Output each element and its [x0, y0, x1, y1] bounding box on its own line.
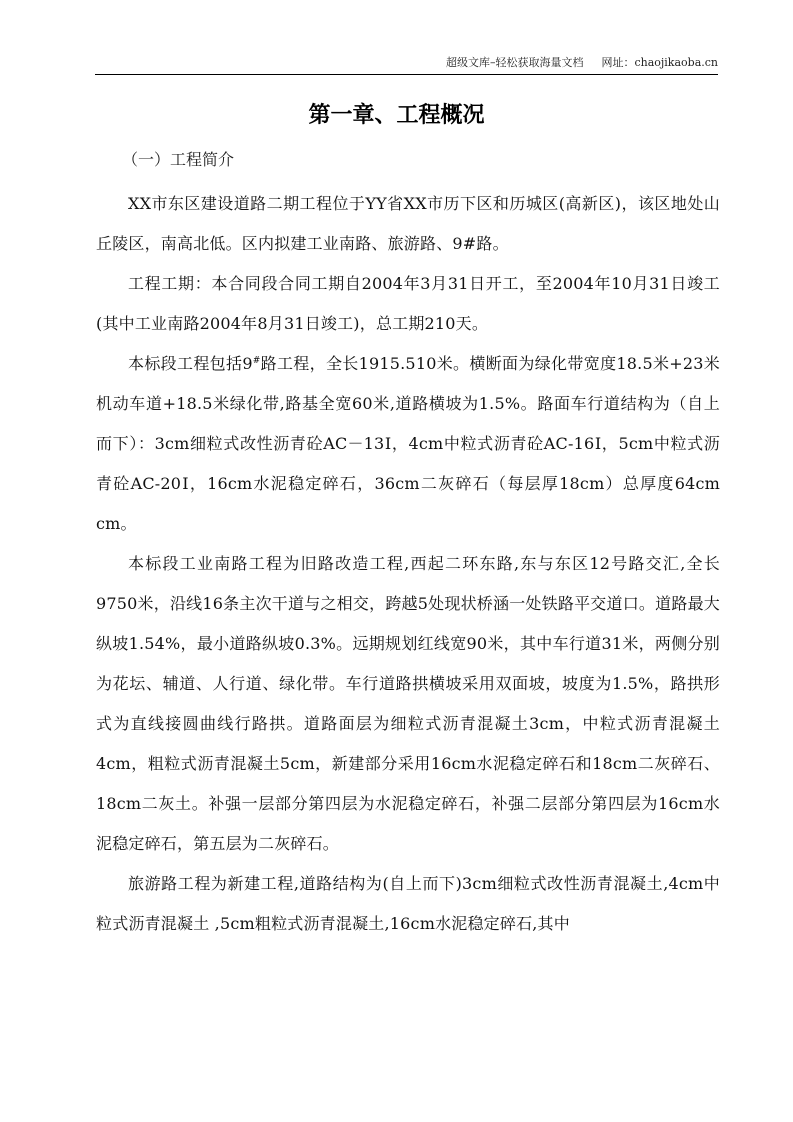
road-9-superscript: #: [252, 356, 261, 366]
paragraph-tourism-road: 旅游路工程为新建工程,道路结构为(自上而下)3cm细粒式改性沥青混凝土,4cm中粒式沥青混凝土 ,5cm粗粒式沥青混凝土,16cm水泥稳定碎石,其中: [96, 874, 720, 933]
section-heading: （一）工程简介: [122, 150, 235, 169]
header-url-label: 网址：: [601, 56, 635, 69]
chapter-title: 第一章、工程概况: [308, 103, 485, 128]
road-9-text-part1: 本标段工程包括9: [128, 354, 253, 373]
header-url: chaojikaoba.cn: [634, 56, 718, 69]
document-body: [96, 184, 720, 944]
road-9-text-part2: 路工程，全长1915.510米。横断面为绿化带宽度18.5米+23米机动车道+18.5米绿化带,路基全宽60米,道路横坡为1.5%。路面车行道结构为（自上而下）：3cm细粒式改性沥青砼AC－13Ⅰ，4cm中粒式沥青砼AC-16Ⅰ，5cm中粒式沥青砼AC-20Ⅰ，16cm水泥稳定碎石，36cm二灰碎石（每层厚18cm）总厚度64cm cm。: [96, 354, 720, 533]
paragraph-road-9: [96, 344, 720, 544]
paragraph-project-schedule: 工程工期：本合同段合同工期自2004年3月31日开工，至2004年10月31日竣工(其中工业南路2004年8月31日竣工)，总工期210天。: [96, 274, 720, 333]
page-header: [95, 54, 718, 75]
paragraph-project-location: XX市东区建设道路二期工程位于YY省XX市历下区和历城区(高新区)，该区地处山丘陵区，南高北低。区内拟建工业南路、旅游路、9#路。: [96, 194, 720, 253]
paragraph-gongye-south-road: 本标段工业南路工程为旧路改造工程,西起二环东路,东与东区12号路交汇,全长9750米，沿线16条主次干道与之相交，跨越5处现状桥涵一处铁路平交道口。道路最大纵坡1.54%，最小道路纵坡0.3%。远期规划红线宽90米，其中车行道31米，两侧分别为花坛、辅道、人行道、绿化带。车行道路拱横坡采用双面坡，坡度为1.5%，路拱形式为直线接圆曲线行路拱。道路面层为细粒式沥青混凝土3cm，中粒式沥青混凝土4cm，粗粒式沥青混凝土5cm，新建部分采用16cm水泥稳定碎石和18cm二灰碎石、18cm二灰土。补强一层部分第四层为水泥稳定碎石，补强二层部分第四层为16cm水泥稳定碎石，第五层为二灰碎石。: [96, 554, 720, 853]
header-site-text: 超级文库–轻松获取海量文档: [445, 56, 584, 69]
